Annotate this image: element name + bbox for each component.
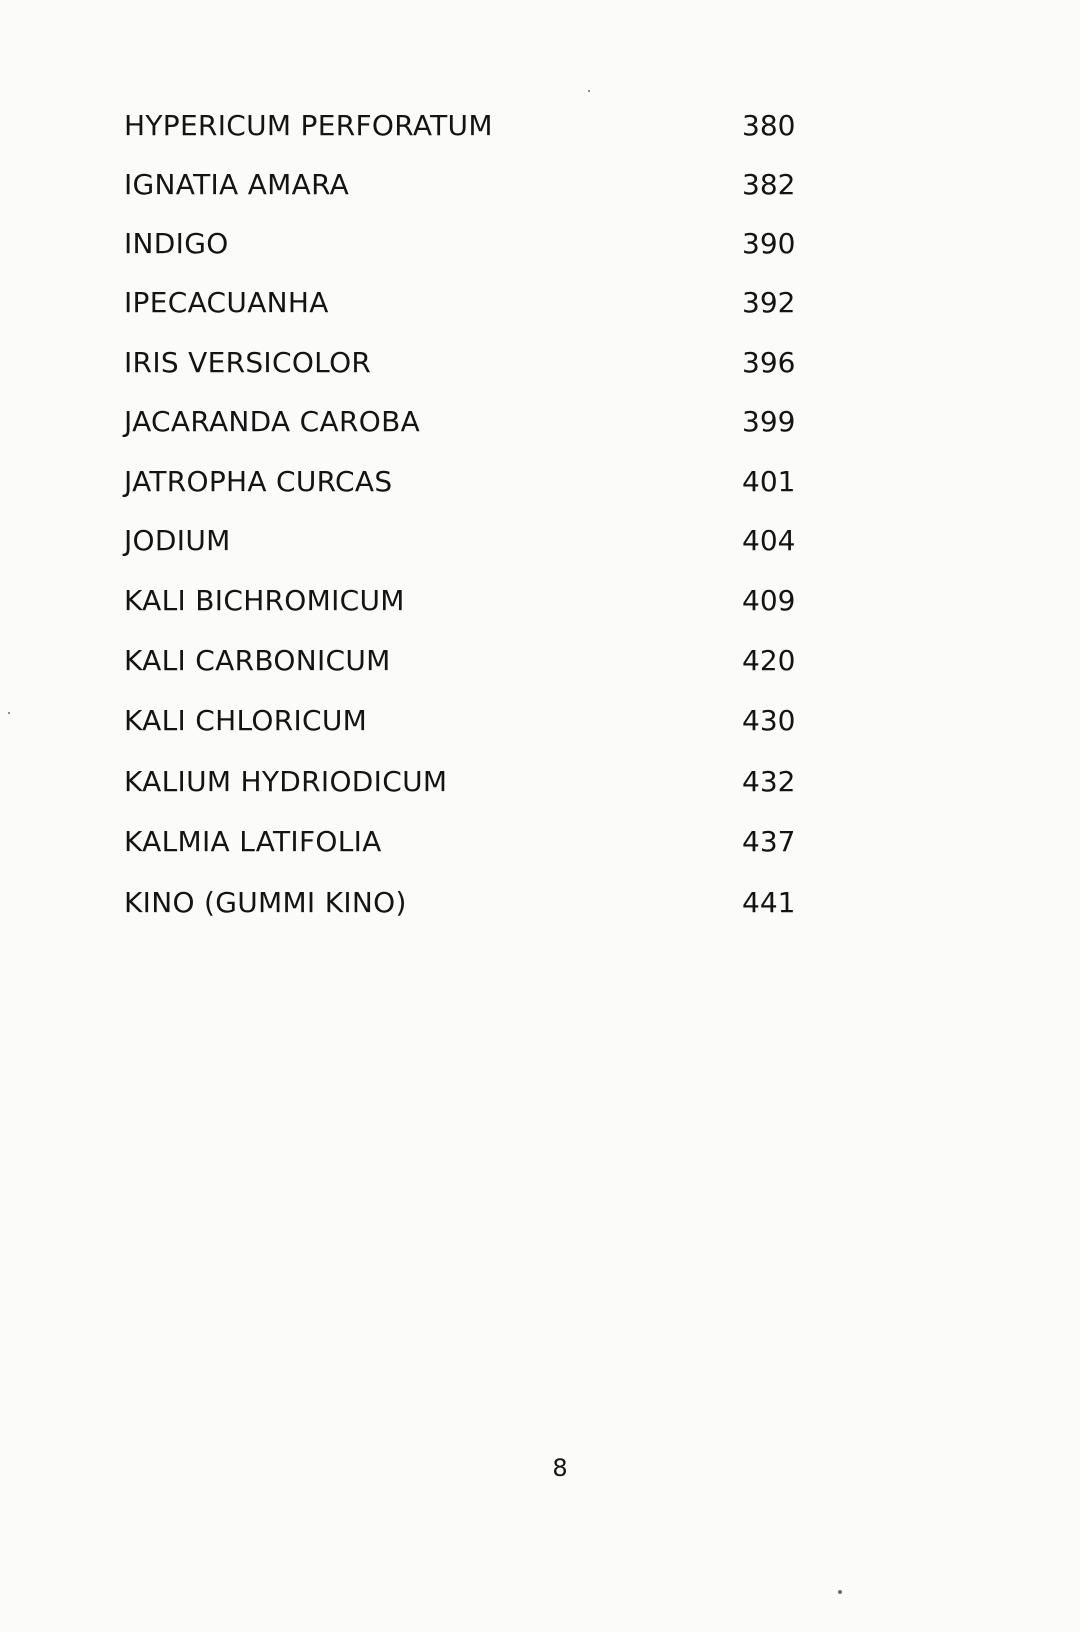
paper-speck <box>8 712 10 714</box>
paper-speck <box>838 1590 842 1594</box>
toc-entry <box>124 462 804 502</box>
remedy-name: KINO (GUMMI KINO) <box>124 886 407 919</box>
toc-entry <box>124 581 804 621</box>
toc-entry <box>124 521 804 561</box>
entry-page-number: 399 <box>742 405 796 438</box>
remedy-name: JODIUM <box>124 524 231 557</box>
toc-entry <box>124 883 804 923</box>
remedy-name: IPECACUANHA <box>124 286 329 319</box>
entry-page-number: 437 <box>742 825 796 858</box>
page-number: 8 <box>552 1454 568 1482</box>
remedy-name: IGNATIA AMARA <box>124 168 350 201</box>
toc-entry <box>124 701 804 741</box>
toc-entry <box>124 762 804 802</box>
entry-page-number: 382 <box>742 168 796 201</box>
entry-page-number: 441 <box>742 886 796 919</box>
entry-page-number: 420 <box>742 644 796 677</box>
entry-page-number: 432 <box>742 765 796 798</box>
remedy-name: HYPERICUM PERFORATUM <box>124 109 493 142</box>
entry-page-number: 401 <box>742 465 796 498</box>
remedy-name: KALI CHLORICUM <box>124 704 368 737</box>
toc-entry <box>124 283 804 323</box>
paper-speck <box>588 90 590 92</box>
remedy-name: KALI BICHROMICUM <box>124 584 405 617</box>
toc-entry <box>124 641 804 681</box>
entry-page-number: 430 <box>742 704 796 737</box>
remedy-name: KALMIA LATIFOLIA <box>124 825 382 858</box>
entry-page-number: 390 <box>742 227 796 260</box>
entry-page-number: 409 <box>742 584 796 617</box>
entry-page-number: 392 <box>742 286 796 319</box>
remedy-name: KALI CARBONICUM <box>124 644 391 677</box>
remedy-name: IRIS VERSICOLOR <box>124 346 372 379</box>
toc-entry <box>124 106 804 146</box>
toc-entry <box>124 165 804 205</box>
remedy-name: JACARANDA CAROBA <box>124 405 421 438</box>
toc-entry <box>124 224 804 264</box>
toc-entry <box>124 343 804 383</box>
toc-entry <box>124 822 804 862</box>
remedy-name: JATROPHA CURCAS <box>124 465 393 498</box>
remedy-name: INDIGO <box>124 227 229 260</box>
toc-entry <box>124 402 804 442</box>
entry-page-number: 380 <box>742 109 796 142</box>
remedy-name: KALIUM HYDRIODICUM <box>124 765 448 798</box>
entry-page-number: 396 <box>742 346 796 379</box>
entry-page-number: 404 <box>742 524 796 557</box>
